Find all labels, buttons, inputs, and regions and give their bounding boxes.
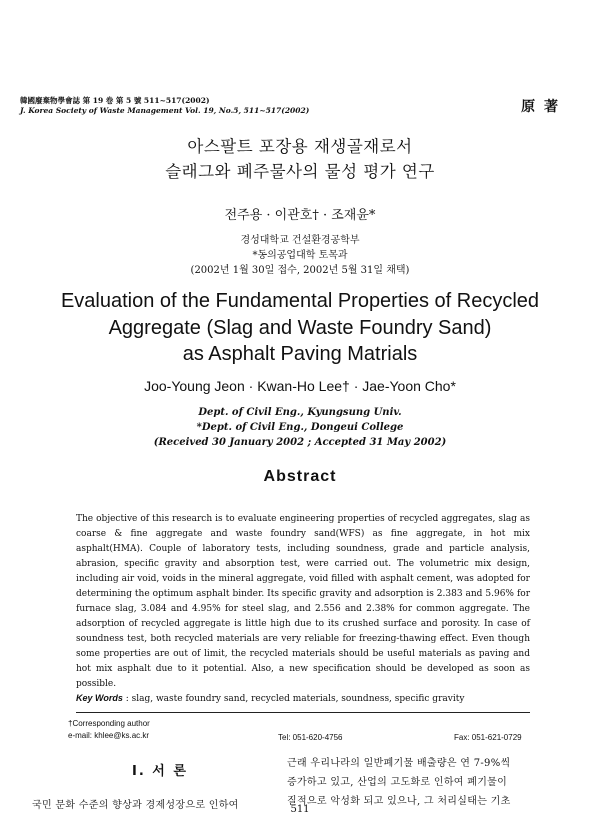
korean-affiliations [0, 233, 600, 278]
keywords-label: Key Words [76, 693, 123, 703]
author-telephone: Tel: 051-620-4756 [278, 733, 343, 742]
keywords [76, 693, 536, 704]
keywords-text: slag, waste foundry sand, recycled materials, soundness, specific gravity [131, 694, 465, 704]
korean-dates: (2002년 1월 30일 접수, 2002년 5월 31일 채택) [190, 265, 410, 276]
corresponding-author-note: †Corresponding author [68, 719, 150, 728]
article-type-label: 原 著 [521, 99, 560, 115]
journal-name-english: J. Korea Society of Waste Management Vol. 19, No.5, 511~517(2002) [20, 106, 310, 115]
english-title-line-3: as Asphalt Paving Matrials [182, 343, 418, 365]
korean-affiliation-2: *동의공업대학 토목과 [252, 250, 348, 261]
english-title-line-2: Aggregate (Slag and Waste Foundry Sand) [108, 316, 492, 339]
abstract-heading: Abstract [263, 468, 337, 485]
english-affiliation-2: *Dept. of Civil Eng., Dongeui College [196, 422, 404, 433]
english-affiliation-1: Dept. of Civil Eng., Kyungsung Univ. [198, 407, 402, 418]
english-authors: Joo-Young Jeon · Kwan-Ho Lee† · Jae-Yoon Cho* [144, 378, 456, 394]
page-number: 511 [290, 804, 310, 815]
author-email: e-mail: khlee@ks.ac.kr [68, 731, 150, 740]
korean-title-line-2: 슬래그와 폐주물사의 물성 평가 연구 [165, 162, 435, 181]
body-line: 질적으로 악성화 되고 있으나, 그 처리실태는 기초 [287, 796, 511, 807]
korean-authors: 전주용 · 이관호† · 조재윤* [224, 208, 376, 223]
english-affiliations [0, 405, 600, 450]
english-title-line-1: Evaluation of the Fundamental Properties of Recycled [60, 290, 540, 312]
english-title [0, 288, 600, 368]
journal-header [20, 96, 309, 116]
author-fax: Fax: 051-621-0729 [454, 733, 522, 742]
body-line: 증가하고 있고, 산업의 고도화로 인하여 폐기물이 [287, 777, 508, 788]
korean-affiliation-1: 경성대학교 건설환경공학부 [240, 235, 360, 246]
body-line: 근래 우리나라의 일반폐기물 배출량은 연 7-9%씩 [287, 758, 511, 769]
footnote [68, 718, 150, 742]
body-column-right [287, 754, 537, 811]
body-column-left-line: 국민 문화 수준의 향상과 경제성장으로 인하여 [32, 800, 239, 811]
abstract-body: The objective of this research is to evaluate engineering properties of recycled aggregates, slag as coarse & fine aggregate and waste foundry sand(WFS) as fine aggregate, in hot mix asphalt(HMA). Couple of laboratory tests, including soundness, grade and particle analysis, abrasion, specific gravity and absorption test, were carried out. The volumetric mix design, including air void, voids in the mineral aggregate, void filled with asphalt cement, was adopted for determining the optimum asphalt binder. Its specific gravity and adsorption is 2.383 and 5.96% for furnace slag, 3.084 and 4.95% for steel slag, and 2.556 and 2.38% for common aggregate. The adsorption of recycled aggregate is little high due to its crushed surface and porosity. In case of soundness test, both recycled materials are very reliable for freezing-thawing effect. Even though some properties are out of limit, the recycled materials should be useful materials as paving and hot mix asphalt due to it potential. Also, a new specification should be developed as soon as possible. [76, 514, 530, 689]
korean-title-line-1: 아스팔트 포장용 재생골재로서 [187, 137, 413, 156]
korean-title [0, 134, 600, 184]
keywords-separator: : [122, 694, 132, 704]
footnote-divider [76, 712, 530, 713]
english-dates: (Received 30 January 2002 ; Accepted 31 May 2002) [153, 437, 447, 448]
journal-name-korean: 韓國廢棄物學會誌 第 19 卷 第 5 號 511~517(2002) [20, 96, 210, 105]
section-heading-introduction: Ⅰ. 서 론 [132, 764, 188, 779]
